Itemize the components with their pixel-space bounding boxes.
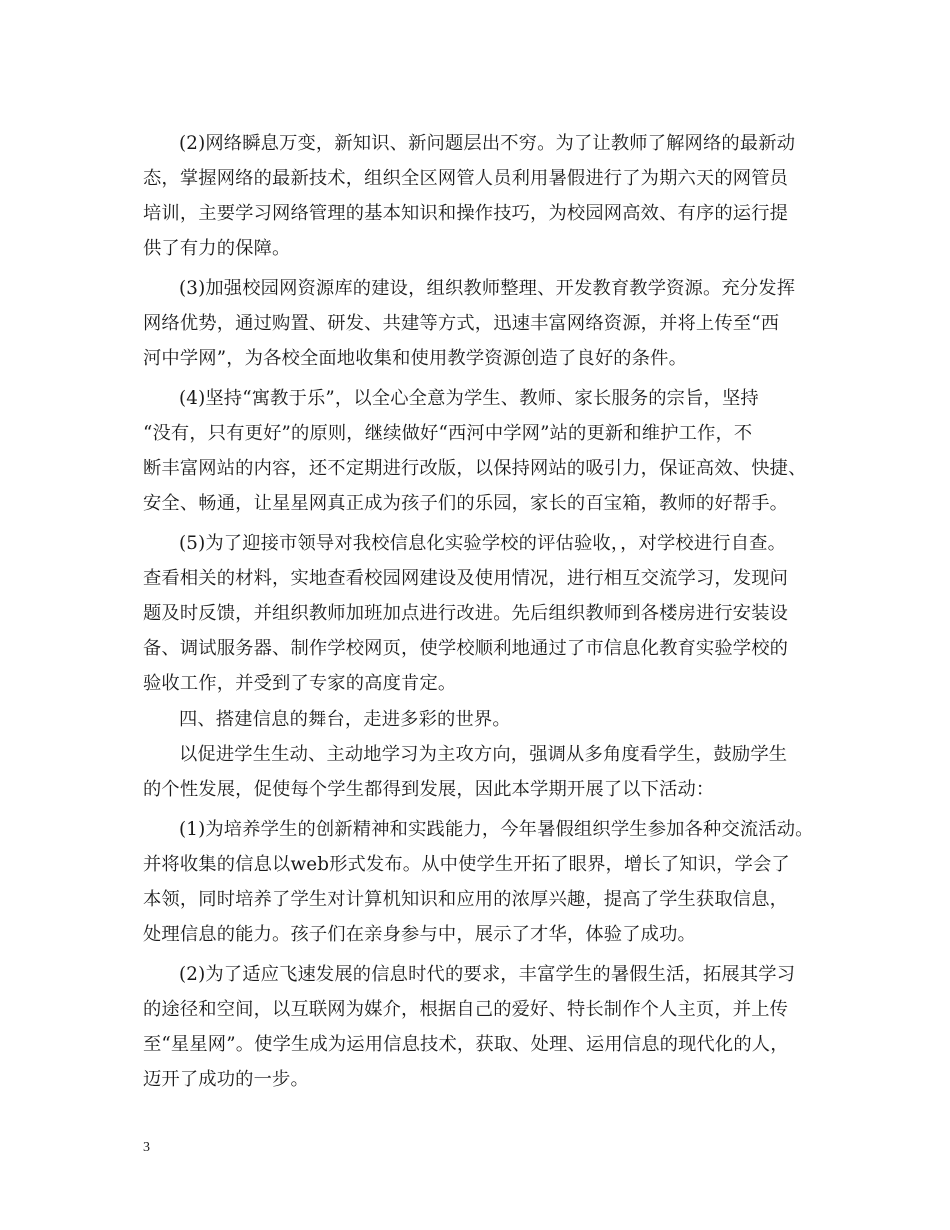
text-line: 查看相关的材料，实地查看校园网建设及使用情况，进行相互交流学习，发现问 <box>143 568 789 589</box>
text-line: 态，掌握网络的最新技术，组织全区网管人员利用暑假进行了为期六天的网管员 <box>143 168 789 189</box>
text-line: (4)坚持“寓教于乐”，以全心全意为学生、教师、家长服务的宗旨，坚持 <box>179 388 759 409</box>
text-line: (2)为了适应飞速发展的信息时代的要求，丰富学生的暑假生活，拓展其学习 <box>179 964 796 985</box>
text-line: 安全、畅通，让星星网真正成为孩子们的乐园，家长的百宝箱，教师的好帮手。 <box>143 493 789 514</box>
text-line: 培训，主要学习网络管理的基本知识和操作技巧，为校园网高效、有序的运行提 <box>143 203 789 224</box>
text-line: (5)为了迎接市领导对我校信息化实验学校的评估验收，，对学校进行自查。 <box>179 533 786 554</box>
text-line: 验收工作，并受到了专家的高度肯定。 <box>143 673 457 694</box>
text-line: 的途径和空间，以互联网为媒介，根据自己的爱好、特长制作个人主页，并上传 <box>143 999 789 1020</box>
text-line: 迈开了成功的一步。 <box>143 1069 309 1090</box>
text-line: “没有，只有更好”的原则，继续做好“西河中学网”站的更新和维护工作，不 <box>143 423 753 444</box>
text-line: 备、调试服务器、制作学校网页，使学校顺利地通过了市信息化教育实验学校的 <box>143 638 789 659</box>
text-line: (3)加强校园网资源库的建设，组织教师整理、开发教育教学资源。充分发挥 <box>179 278 796 299</box>
text-line: (1)为培养学生的创新精神和实践能力，今年暑假组织学生参加各种交流活动。 <box>179 819 814 840</box>
text-line: (2)网络瞬息万变，新知识、新问题层出不穷。为了让教师了解网络的最新动 <box>179 133 796 154</box>
text-line: 至“星星网”。使学生成为运用信息技术，获取、处理、运用信息的现代化的人， <box>143 1034 789 1055</box>
text-line: 本领，同时培养了学生对计算机知识和应用的浓厚兴趣，提高了学生获取信息， <box>143 889 789 910</box>
text-line: 题及时反馈，并组织教师加班加点进行改进。先后组织教师到各楼房进行安装设 <box>143 603 789 624</box>
section-heading: 四、搭建信息的舞台，走进多彩的世界。 <box>179 709 511 730</box>
text-line: 的个性发展，促使每个学生都得到发展，因此本学期开展了以下活动： <box>143 779 715 800</box>
text-line: 以促进学生生动、主动地学习为主攻方向，强调从多角度看学生，鼓励学生 <box>179 744 788 765</box>
text-line: 断丰富网站的内容，还不定期进行改版，以保持网站的吸引力，保证高效、快捷、 <box>143 458 807 479</box>
text-line: 并将收集的信息以web形式发布。从中使学生开拓了眼界，增长了知识，学会了 <box>143 854 790 875</box>
text-line: 处理信息的能力。孩子们在亲身参与中，展示了才华，体验了成功。 <box>143 924 696 945</box>
text-line: 河中学网”，为各校全面地收集和使用教学资源创造了良好的条件。 <box>143 348 688 369</box>
text-line: 供了有力的保障。 <box>143 238 291 259</box>
page-number: 3 <box>143 1140 150 1155</box>
text-line: 网络优势，通过购置、研发、共建等方式，迅速丰富网络资源，并将上传至“西 <box>143 313 780 334</box>
